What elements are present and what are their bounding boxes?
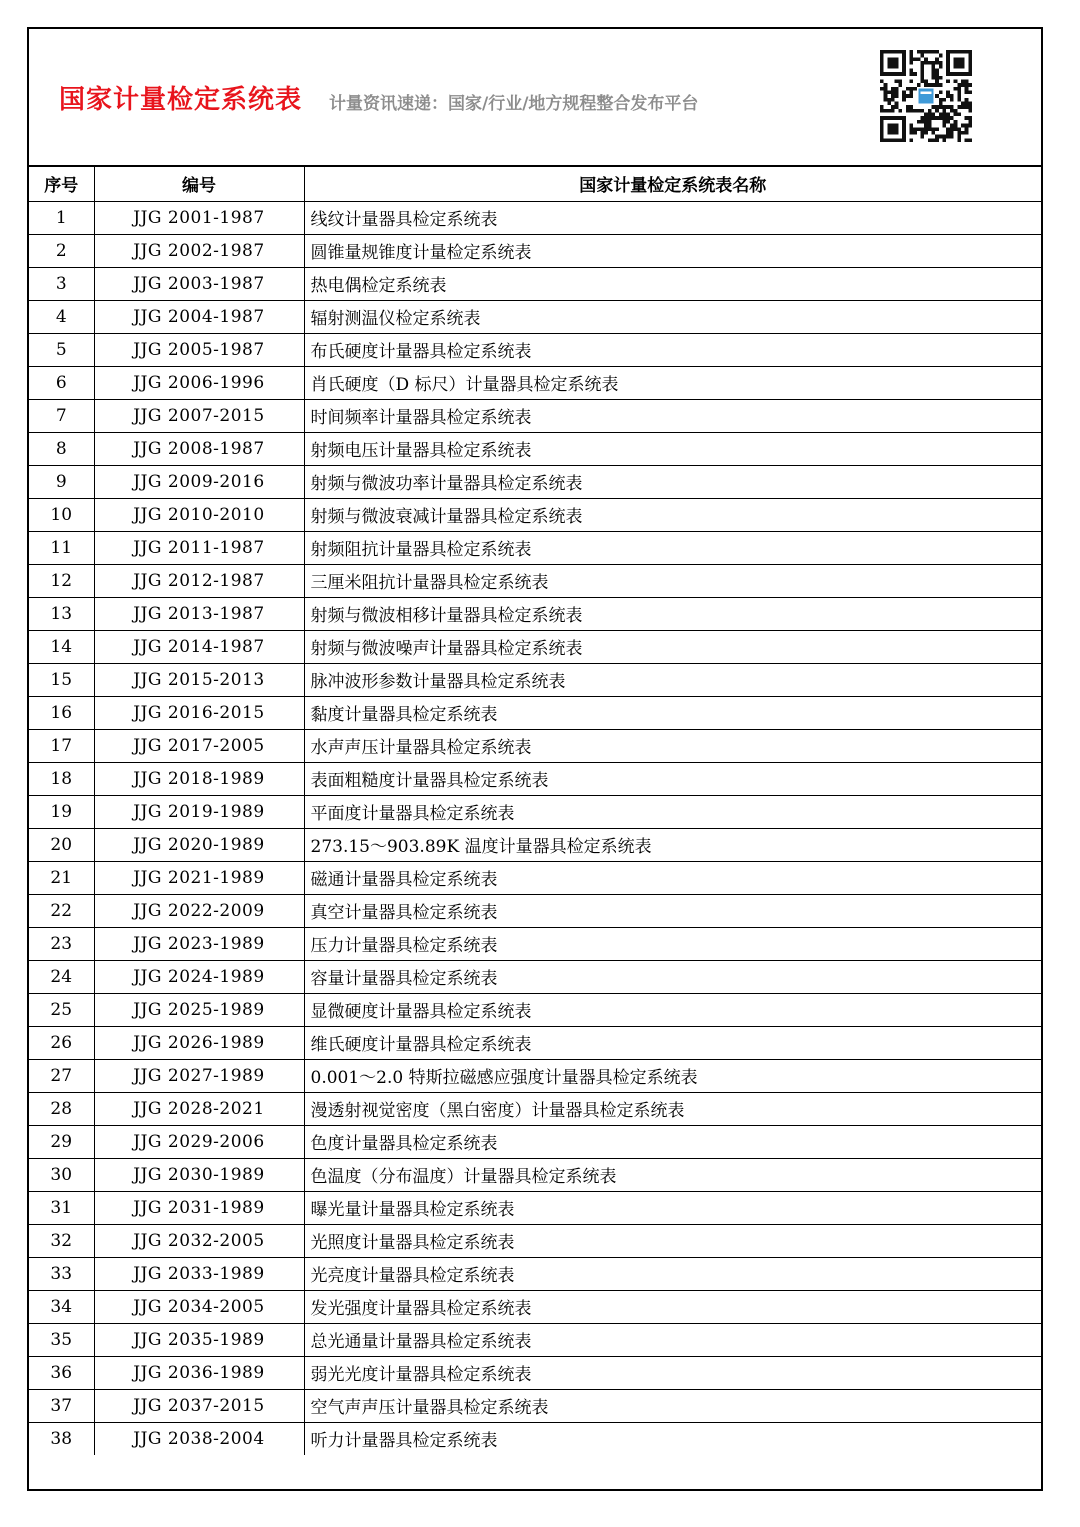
row-seq-cell: 8 bbox=[29, 432, 94, 465]
row-name-cell: 容量计量器具检定系统表 bbox=[304, 960, 1041, 993]
row-code-cell: JJG 2003-1987 bbox=[94, 267, 304, 300]
row-name-cell: 平面度计量器具检定系统表 bbox=[304, 795, 1041, 828]
row-seq-cell: 27 bbox=[29, 1059, 94, 1092]
row-seq-cell: 5 bbox=[29, 333, 94, 366]
row-seq-cell: 15 bbox=[29, 663, 94, 696]
row-seq-cell: 20 bbox=[29, 828, 94, 861]
row-name-cell: 布氏硬度计量器具检定系统表 bbox=[304, 333, 1041, 366]
row-code-cell: JJG 2034-2005 bbox=[94, 1290, 304, 1323]
row-seq-cell: 28 bbox=[29, 1092, 94, 1125]
row-seq-cell: 6 bbox=[29, 366, 94, 399]
row-code-cell: JJG 2020-1989 bbox=[94, 828, 304, 861]
table-row bbox=[29, 564, 1041, 597]
table-row bbox=[29, 234, 1041, 267]
row-name-cell: 射频与微波相移计量器具检定系统表 bbox=[304, 597, 1041, 630]
row-seq-cell: 10 bbox=[29, 498, 94, 531]
table-row bbox=[29, 795, 1041, 828]
row-code-cell: JJG 2001-1987 bbox=[94, 201, 304, 234]
row-seq-cell: 37 bbox=[29, 1389, 94, 1422]
row-code-cell: JJG 2012-1987 bbox=[94, 564, 304, 597]
row-seq-cell: 24 bbox=[29, 960, 94, 993]
row-code-cell: JJG 2021-1989 bbox=[94, 861, 304, 894]
table-row bbox=[29, 366, 1041, 399]
table-row bbox=[29, 1026, 1041, 1059]
document-sheet bbox=[27, 27, 1043, 1491]
table-row bbox=[29, 1422, 1041, 1455]
row-name-cell: 空气声声压计量器具检定系统表 bbox=[304, 1389, 1041, 1422]
row-code-cell: JJG 2010-2010 bbox=[94, 498, 304, 531]
row-code-cell: JJG 2024-1989 bbox=[94, 960, 304, 993]
row-name-cell: 射频与微波功率计量器具检定系统表 bbox=[304, 465, 1041, 498]
row-name-cell: 0.001～2.0 特斯拉磁感应强度计量器具检定系统表 bbox=[304, 1059, 1041, 1092]
row-name-cell: 真空计量器具检定系统表 bbox=[304, 894, 1041, 927]
column-header-code: 编号 bbox=[94, 167, 304, 201]
row-seq-cell: 14 bbox=[29, 630, 94, 663]
row-seq-cell: 12 bbox=[29, 564, 94, 597]
row-name-cell: 显微硬度计量器具检定系统表 bbox=[304, 993, 1041, 1026]
table-row bbox=[29, 894, 1041, 927]
row-name-cell: 发光强度计量器具检定系统表 bbox=[304, 1290, 1041, 1323]
table-row bbox=[29, 300, 1041, 333]
row-code-cell: JJG 2004-1987 bbox=[94, 300, 304, 333]
row-name-cell: 总光通量计量器具检定系统表 bbox=[304, 1323, 1041, 1356]
table-row bbox=[29, 1356, 1041, 1389]
row-name-cell: 表面粗糙度计量器具检定系统表 bbox=[304, 762, 1041, 795]
row-name-cell: 漫透射视觉密度（黑白密度）计量器具检定系统表 bbox=[304, 1092, 1041, 1125]
standards-table bbox=[29, 167, 1041, 1455]
document-header bbox=[29, 29, 1041, 167]
row-name-cell: 光照度计量器具检定系统表 bbox=[304, 1224, 1041, 1257]
row-name-cell: 曝光量计量器具检定系统表 bbox=[304, 1191, 1041, 1224]
row-code-cell: JJG 2011-1987 bbox=[94, 531, 304, 564]
row-code-cell: JJG 2022-2009 bbox=[94, 894, 304, 927]
row-code-cell: JJG 2028-2021 bbox=[94, 1092, 304, 1125]
page-title: 国家计量检定系统表 bbox=[59, 85, 303, 115]
row-seq-cell: 19 bbox=[29, 795, 94, 828]
table-row bbox=[29, 828, 1041, 861]
row-seq-cell: 35 bbox=[29, 1323, 94, 1356]
table-row bbox=[29, 630, 1041, 663]
row-code-cell: JJG 2008-1987 bbox=[94, 432, 304, 465]
row-code-cell: JJG 2006-1996 bbox=[94, 366, 304, 399]
row-name-cell: 圆锥量规锥度计量检定系统表 bbox=[304, 234, 1041, 267]
table-row bbox=[29, 333, 1041, 366]
row-seq-cell: 7 bbox=[29, 399, 94, 432]
table-row bbox=[29, 1389, 1041, 1422]
table-row bbox=[29, 531, 1041, 564]
row-code-cell: JJG 2025-1989 bbox=[94, 993, 304, 1026]
row-code-cell: JJG 2038-2004 bbox=[94, 1422, 304, 1455]
column-header-seq: 序号 bbox=[29, 167, 94, 201]
row-seq-cell: 29 bbox=[29, 1125, 94, 1158]
row-name-cell: 热电偶检定系统表 bbox=[304, 267, 1041, 300]
row-code-cell: JJG 2030-1989 bbox=[94, 1158, 304, 1191]
row-name-cell: 磁通计量器具检定系统表 bbox=[304, 861, 1041, 894]
row-name-cell: 黏度计量器具检定系统表 bbox=[304, 696, 1041, 729]
row-name-cell: 维氏硬度计量器具检定系统表 bbox=[304, 1026, 1041, 1059]
table-row bbox=[29, 597, 1041, 630]
table-row bbox=[29, 498, 1041, 531]
table-row bbox=[29, 696, 1041, 729]
row-name-cell: 色度计量器具检定系统表 bbox=[304, 1125, 1041, 1158]
row-seq-cell: 32 bbox=[29, 1224, 94, 1257]
row-name-cell: 色温度（分布温度）计量器具检定系统表 bbox=[304, 1158, 1041, 1191]
table-row bbox=[29, 762, 1041, 795]
row-seq-cell: 17 bbox=[29, 729, 94, 762]
row-seq-cell: 36 bbox=[29, 1356, 94, 1389]
table-row bbox=[29, 861, 1041, 894]
row-name-cell: 射频与微波衰减计量器具检定系统表 bbox=[304, 498, 1041, 531]
row-seq-cell: 2 bbox=[29, 234, 94, 267]
row-seq-cell: 33 bbox=[29, 1257, 94, 1290]
row-seq-cell: 1 bbox=[29, 201, 94, 234]
row-code-cell: JJG 2017-2005 bbox=[94, 729, 304, 762]
row-name-cell: 射频阻抗计量器具检定系统表 bbox=[304, 531, 1041, 564]
row-code-cell: JJG 2014-1987 bbox=[94, 630, 304, 663]
row-code-cell: JJG 2016-2015 bbox=[94, 696, 304, 729]
table-row bbox=[29, 1290, 1041, 1323]
row-code-cell: JJG 2005-1987 bbox=[94, 333, 304, 366]
qr-code-icon bbox=[880, 50, 972, 142]
row-name-cell: 听力计量器具检定系统表 bbox=[304, 1422, 1041, 1455]
row-name-cell: 射频电压计量器具检定系统表 bbox=[304, 432, 1041, 465]
row-code-cell: JJG 2018-1989 bbox=[94, 762, 304, 795]
row-code-cell: JJG 2002-1987 bbox=[94, 234, 304, 267]
table-row bbox=[29, 993, 1041, 1026]
row-code-cell: JJG 2023-1989 bbox=[94, 927, 304, 960]
column-header-name: 国家计量检定系统表名称 bbox=[304, 167, 1041, 201]
table-row bbox=[29, 399, 1041, 432]
row-seq-cell: 30 bbox=[29, 1158, 94, 1191]
row-seq-cell: 3 bbox=[29, 267, 94, 300]
row-seq-cell: 34 bbox=[29, 1290, 94, 1323]
row-seq-cell: 21 bbox=[29, 861, 94, 894]
table-row bbox=[29, 267, 1041, 300]
row-code-cell: JJG 2029-2006 bbox=[94, 1125, 304, 1158]
row-seq-cell: 11 bbox=[29, 531, 94, 564]
row-code-cell: JJG 2007-2015 bbox=[94, 399, 304, 432]
table-row bbox=[29, 1158, 1041, 1191]
row-seq-cell: 18 bbox=[29, 762, 94, 795]
row-name-cell: 辐射测温仪检定系统表 bbox=[304, 300, 1041, 333]
row-name-cell: 水声声压计量器具检定系统表 bbox=[304, 729, 1041, 762]
row-code-cell: JJG 2036-1989 bbox=[94, 1356, 304, 1389]
row-code-cell: JJG 2031-1989 bbox=[94, 1191, 304, 1224]
row-code-cell: JJG 2009-2016 bbox=[94, 465, 304, 498]
table-row bbox=[29, 1323, 1041, 1356]
row-seq-cell: 38 bbox=[29, 1422, 94, 1455]
table-row bbox=[29, 960, 1041, 993]
row-name-cell: 273.15～903.89K 温度计量器具检定系统表 bbox=[304, 828, 1041, 861]
table-row bbox=[29, 927, 1041, 960]
table-row bbox=[29, 1059, 1041, 1092]
table-row bbox=[29, 1257, 1041, 1290]
row-seq-cell: 22 bbox=[29, 894, 94, 927]
row-seq-cell: 16 bbox=[29, 696, 94, 729]
row-code-cell: JJG 2027-1989 bbox=[94, 1059, 304, 1092]
row-name-cell: 三厘米阻抗计量器具检定系统表 bbox=[304, 564, 1041, 597]
table-header-row bbox=[29, 167, 1041, 201]
table-row bbox=[29, 201, 1041, 234]
row-name-cell: 弱光光度计量器具检定系统表 bbox=[304, 1356, 1041, 1389]
row-name-cell: 脉冲波形参数计量器具检定系统表 bbox=[304, 663, 1041, 696]
row-seq-cell: 25 bbox=[29, 993, 94, 1026]
page-subtitle: 计量资讯速递：国家/行业/地方规程整合发布平台 bbox=[329, 94, 699, 114]
row-name-cell: 射频与微波噪声计量器具检定系统表 bbox=[304, 630, 1041, 663]
row-seq-cell: 4 bbox=[29, 300, 94, 333]
row-name-cell: 线纹计量器具检定系统表 bbox=[304, 201, 1041, 234]
row-seq-cell: 31 bbox=[29, 1191, 94, 1224]
table-row bbox=[29, 432, 1041, 465]
table-row bbox=[29, 465, 1041, 498]
row-seq-cell: 13 bbox=[29, 597, 94, 630]
row-code-cell: JJG 2019-1989 bbox=[94, 795, 304, 828]
row-code-cell: JJG 2032-2005 bbox=[94, 1224, 304, 1257]
row-seq-cell: 23 bbox=[29, 927, 94, 960]
row-code-cell: JJG 2026-1989 bbox=[94, 1026, 304, 1059]
row-seq-cell: 26 bbox=[29, 1026, 94, 1059]
table-row bbox=[29, 663, 1041, 696]
row-name-cell: 压力计量器具检定系统表 bbox=[304, 927, 1041, 960]
row-code-cell: JJG 2013-1987 bbox=[94, 597, 304, 630]
table-row bbox=[29, 1125, 1041, 1158]
row-code-cell: JJG 2015-2013 bbox=[94, 663, 304, 696]
row-code-cell: JJG 2033-1989 bbox=[94, 1257, 304, 1290]
table-row bbox=[29, 729, 1041, 762]
row-name-cell: 肖氏硬度（D 标尺）计量器具检定系统表 bbox=[304, 366, 1041, 399]
row-seq-cell: 9 bbox=[29, 465, 94, 498]
table-row bbox=[29, 1092, 1041, 1125]
row-code-cell: JJG 2035-1989 bbox=[94, 1323, 304, 1356]
row-name-cell: 光亮度计量器具检定系统表 bbox=[304, 1257, 1041, 1290]
table-row bbox=[29, 1224, 1041, 1257]
row-code-cell: JJG 2037-2015 bbox=[94, 1389, 304, 1422]
table-body bbox=[29, 201, 1041, 1455]
row-name-cell: 时间频率计量器具检定系统表 bbox=[304, 399, 1041, 432]
table-row bbox=[29, 1191, 1041, 1224]
